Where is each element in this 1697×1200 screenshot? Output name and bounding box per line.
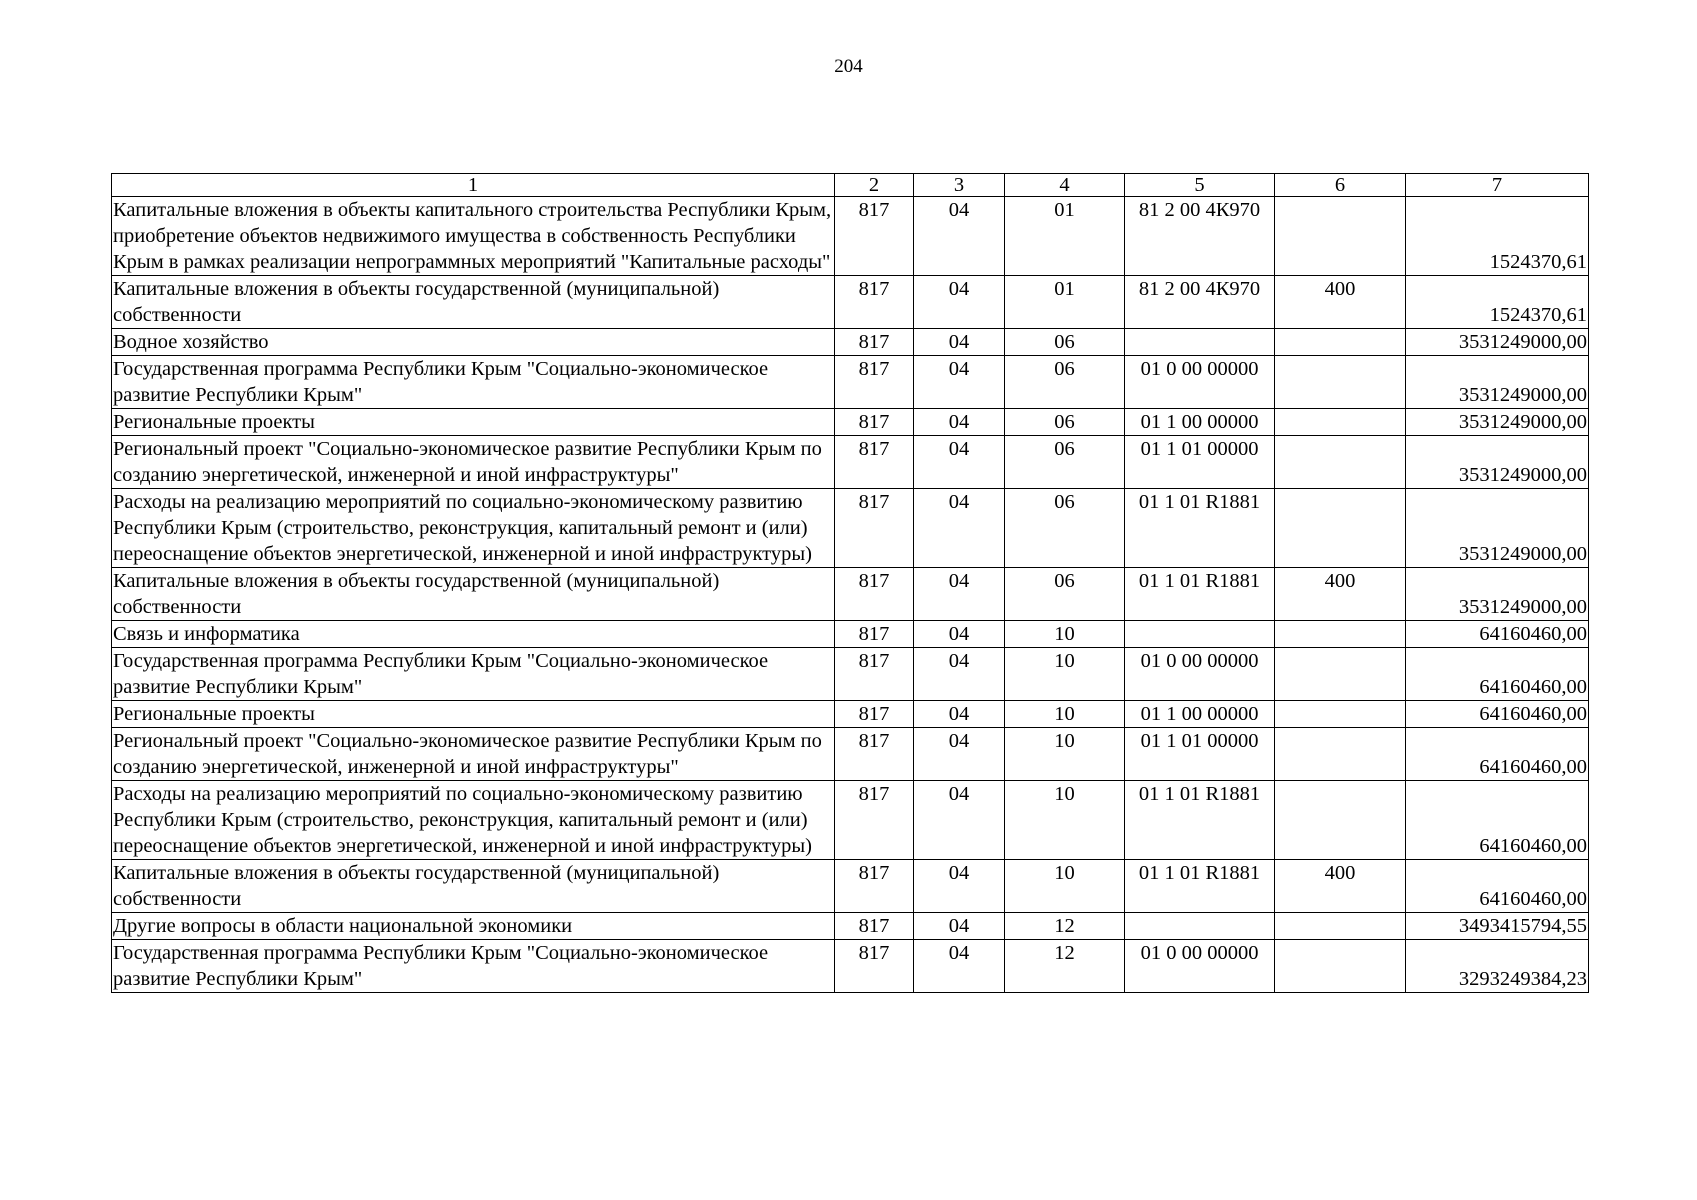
amount-cell: 1524370,61 — [1406, 276, 1589, 329]
column-header-5: 5 — [1125, 174, 1275, 197]
column-header-1: 1 — [112, 174, 835, 197]
subsection-code-cell: 10 — [1005, 781, 1125, 860]
expense-type-cell — [1275, 621, 1406, 648]
row-name-cell: Капитальные вложения в объекты государственной (муниципальной) собственности — [112, 860, 835, 913]
subsection-code-cell: 06 — [1005, 568, 1125, 621]
ministry-code-cell: 817 — [835, 621, 914, 648]
amount-cell: 1524370,61 — [1406, 197, 1589, 276]
ministry-code-cell: 817 — [835, 436, 914, 489]
ministry-code-cell: 817 — [835, 701, 914, 728]
row-name-cell: Региональные проекты — [112, 701, 835, 728]
amount-cell: 3531249000,00 — [1406, 409, 1589, 436]
table-row — [112, 356, 1589, 409]
expense-type-cell — [1275, 409, 1406, 436]
table-row — [112, 728, 1589, 781]
expense-type-cell — [1275, 728, 1406, 781]
table-row — [112, 436, 1589, 489]
expense-type-cell — [1275, 701, 1406, 728]
subsection-code-cell: 12 — [1005, 913, 1125, 940]
target-article-cell: 01 0 00 00000 — [1125, 356, 1275, 409]
section-code-cell: 04 — [914, 489, 1005, 568]
table-row — [112, 621, 1589, 648]
row-name-cell: Региональный проект "Социально-экономическое развитие Республики Крым по созданию энергетической, инженерной и иной инфраструктуры" — [112, 728, 835, 781]
amount-cell: 3493415794,55 — [1406, 913, 1589, 940]
target-article-cell: 01 0 00 00000 — [1125, 940, 1275, 993]
target-article-cell — [1125, 329, 1275, 356]
row-name-cell: Государственная программа Республики Крым "Социально-экономическое развитие Республики Крым" — [112, 648, 835, 701]
expense-type-cell — [1275, 781, 1406, 860]
target-article-cell: 01 0 00 00000 — [1125, 648, 1275, 701]
ministry-code-cell: 817 — [835, 860, 914, 913]
amount-cell: 3531249000,00 — [1406, 436, 1589, 489]
row-name-cell: Капитальные вложения в объекты капитального строительства Республики Крым, приобретение объектов недвижимого имущества в собственность Республики Крым в рамках реализации непрограммных мероприятий "Капитальные расходы" — [112, 197, 835, 276]
row-name-cell: Региональные проекты — [112, 409, 835, 436]
target-article-cell: 01 1 01 00000 — [1125, 728, 1275, 781]
subsection-code-cell: 01 — [1005, 197, 1125, 276]
expense-type-cell — [1275, 436, 1406, 489]
subsection-code-cell: 06 — [1005, 329, 1125, 356]
target-article-cell: 01 1 01 R1881 — [1125, 568, 1275, 621]
subsection-code-cell: 10 — [1005, 860, 1125, 913]
column-header-7: 7 — [1406, 174, 1589, 197]
section-code-cell: 04 — [914, 781, 1005, 860]
subsection-code-cell: 10 — [1005, 621, 1125, 648]
amount-cell: 3531249000,00 — [1406, 489, 1589, 568]
target-article-cell — [1125, 621, 1275, 648]
section-code-cell: 04 — [914, 913, 1005, 940]
section-code-cell: 04 — [914, 648, 1005, 701]
subsection-code-cell: 06 — [1005, 489, 1125, 568]
section-code-cell: 04 — [914, 701, 1005, 728]
column-header-6: 6 — [1275, 174, 1406, 197]
table-row — [112, 648, 1589, 701]
table-row — [112, 329, 1589, 356]
ministry-code-cell: 817 — [835, 409, 914, 436]
row-name-cell: Другие вопросы в области национальной экономики — [112, 913, 835, 940]
section-code-cell: 04 — [914, 329, 1005, 356]
subsection-code-cell: 06 — [1005, 436, 1125, 489]
expense-type-cell — [1275, 329, 1406, 356]
ministry-code-cell: 817 — [835, 648, 914, 701]
amount-cell: 3531249000,00 — [1406, 568, 1589, 621]
amount-cell: 64160460,00 — [1406, 781, 1589, 860]
amount-cell: 64160460,00 — [1406, 728, 1589, 781]
table-row — [112, 568, 1589, 621]
table-row — [112, 276, 1589, 329]
subsection-code-cell: 10 — [1005, 648, 1125, 701]
ministry-code-cell: 817 — [835, 329, 914, 356]
row-name-cell: Государственная программа Республики Крым "Социально-экономическое развитие Республики Крым" — [112, 940, 835, 993]
section-code-cell: 04 — [914, 568, 1005, 621]
expense-type-cell — [1275, 356, 1406, 409]
table-row — [112, 197, 1589, 276]
ministry-code-cell: 817 — [835, 489, 914, 568]
amount-cell: 3531249000,00 — [1406, 356, 1589, 409]
table-row — [112, 489, 1589, 568]
subsection-code-cell: 06 — [1005, 356, 1125, 409]
expense-type-cell: 400 — [1275, 860, 1406, 913]
table-row — [112, 860, 1589, 913]
table-row — [112, 409, 1589, 436]
page-number: 204 — [834, 56, 863, 77]
section-code-cell: 04 — [914, 621, 1005, 648]
expense-type-cell — [1275, 489, 1406, 568]
column-header-2: 2 — [835, 174, 914, 197]
target-article-cell: 01 1 01 R1881 — [1125, 860, 1275, 913]
target-article-cell: 01 1 01 R1881 — [1125, 781, 1275, 860]
subsection-code-cell: 10 — [1005, 728, 1125, 781]
amount-cell: 64160460,00 — [1406, 860, 1589, 913]
table-header-row — [112, 174, 1589, 197]
expense-type-cell: 400 — [1275, 568, 1406, 621]
column-header-4: 4 — [1005, 174, 1125, 197]
section-code-cell: 04 — [914, 276, 1005, 329]
amount-cell: 64160460,00 — [1406, 621, 1589, 648]
table-row — [112, 701, 1589, 728]
column-header-3: 3 — [914, 174, 1005, 197]
row-name-cell: Региональный проект "Социально-экономическое развитие Республики Крым по созданию энергетической, инженерной и иной инфраструктуры" — [112, 436, 835, 489]
ministry-code-cell: 817 — [835, 781, 914, 860]
expense-type-cell — [1275, 197, 1406, 276]
row-name-cell: Связь и информатика — [112, 621, 835, 648]
target-article-cell: 81 2 00 4К970 — [1125, 276, 1275, 329]
row-name-cell: Капитальные вложения в объекты государственной (муниципальной) собственности — [112, 568, 835, 621]
target-article-cell: 01 1 00 00000 — [1125, 701, 1275, 728]
table-row — [112, 913, 1589, 940]
section-code-cell: 04 — [914, 356, 1005, 409]
table-row — [112, 781, 1589, 860]
expense-type-cell: 400 — [1275, 276, 1406, 329]
subsection-code-cell: 10 — [1005, 701, 1125, 728]
row-name-cell: Расходы на реализацию мероприятий по социально-экономическому развитию Республики Крым (строительство, реконструкция, капитальный ремонт и (или) переоснащение объектов энергетической, инженерной и иной инфраструктуры) — [112, 781, 835, 860]
subsection-code-cell: 01 — [1005, 276, 1125, 329]
ministry-code-cell: 817 — [835, 276, 914, 329]
section-code-cell: 04 — [914, 860, 1005, 913]
amount-cell: 64160460,00 — [1406, 648, 1589, 701]
amount-cell: 64160460,00 — [1406, 701, 1589, 728]
expense-type-cell — [1275, 913, 1406, 940]
row-name-cell: Расходы на реализацию мероприятий по социально-экономическому развитию Республики Крым (строительство, реконструкция, капитальный ремонт и (или) переоснащение объектов энергетической, инженерной и иной инфраструктуры) — [112, 489, 835, 568]
target-article-cell — [1125, 913, 1275, 940]
table-row — [112, 940, 1589, 993]
amount-cell: 3293249384,23 — [1406, 940, 1589, 993]
target-article-cell: 01 1 00 00000 — [1125, 409, 1275, 436]
ministry-code-cell: 817 — [835, 913, 914, 940]
ministry-code-cell: 817 — [835, 197, 914, 276]
section-code-cell: 04 — [914, 728, 1005, 781]
section-code-cell: 04 — [914, 197, 1005, 276]
amount-cell: 3531249000,00 — [1406, 329, 1589, 356]
ministry-code-cell: 817 — [835, 940, 914, 993]
ministry-code-cell: 817 — [835, 728, 914, 781]
section-code-cell: 04 — [914, 940, 1005, 993]
subsection-code-cell: 12 — [1005, 940, 1125, 993]
row-name-cell: Водное хозяйство — [112, 329, 835, 356]
row-name-cell: Государственная программа Республики Крым "Социально-экономическое развитие Республики Крым" — [112, 356, 835, 409]
ministry-code-cell: 817 — [835, 568, 914, 621]
subsection-code-cell: 06 — [1005, 409, 1125, 436]
budget-table — [111, 173, 1589, 993]
section-code-cell: 04 — [914, 409, 1005, 436]
target-article-cell: 81 2 00 4К970 — [1125, 197, 1275, 276]
section-code-cell: 04 — [914, 436, 1005, 489]
row-name-cell: Капитальные вложения в объекты государственной (муниципальной) собственности — [112, 276, 835, 329]
target-article-cell: 01 1 01 R1881 — [1125, 489, 1275, 568]
expense-type-cell — [1275, 648, 1406, 701]
ministry-code-cell: 817 — [835, 356, 914, 409]
target-article-cell: 01 1 01 00000 — [1125, 436, 1275, 489]
expense-type-cell — [1275, 940, 1406, 993]
